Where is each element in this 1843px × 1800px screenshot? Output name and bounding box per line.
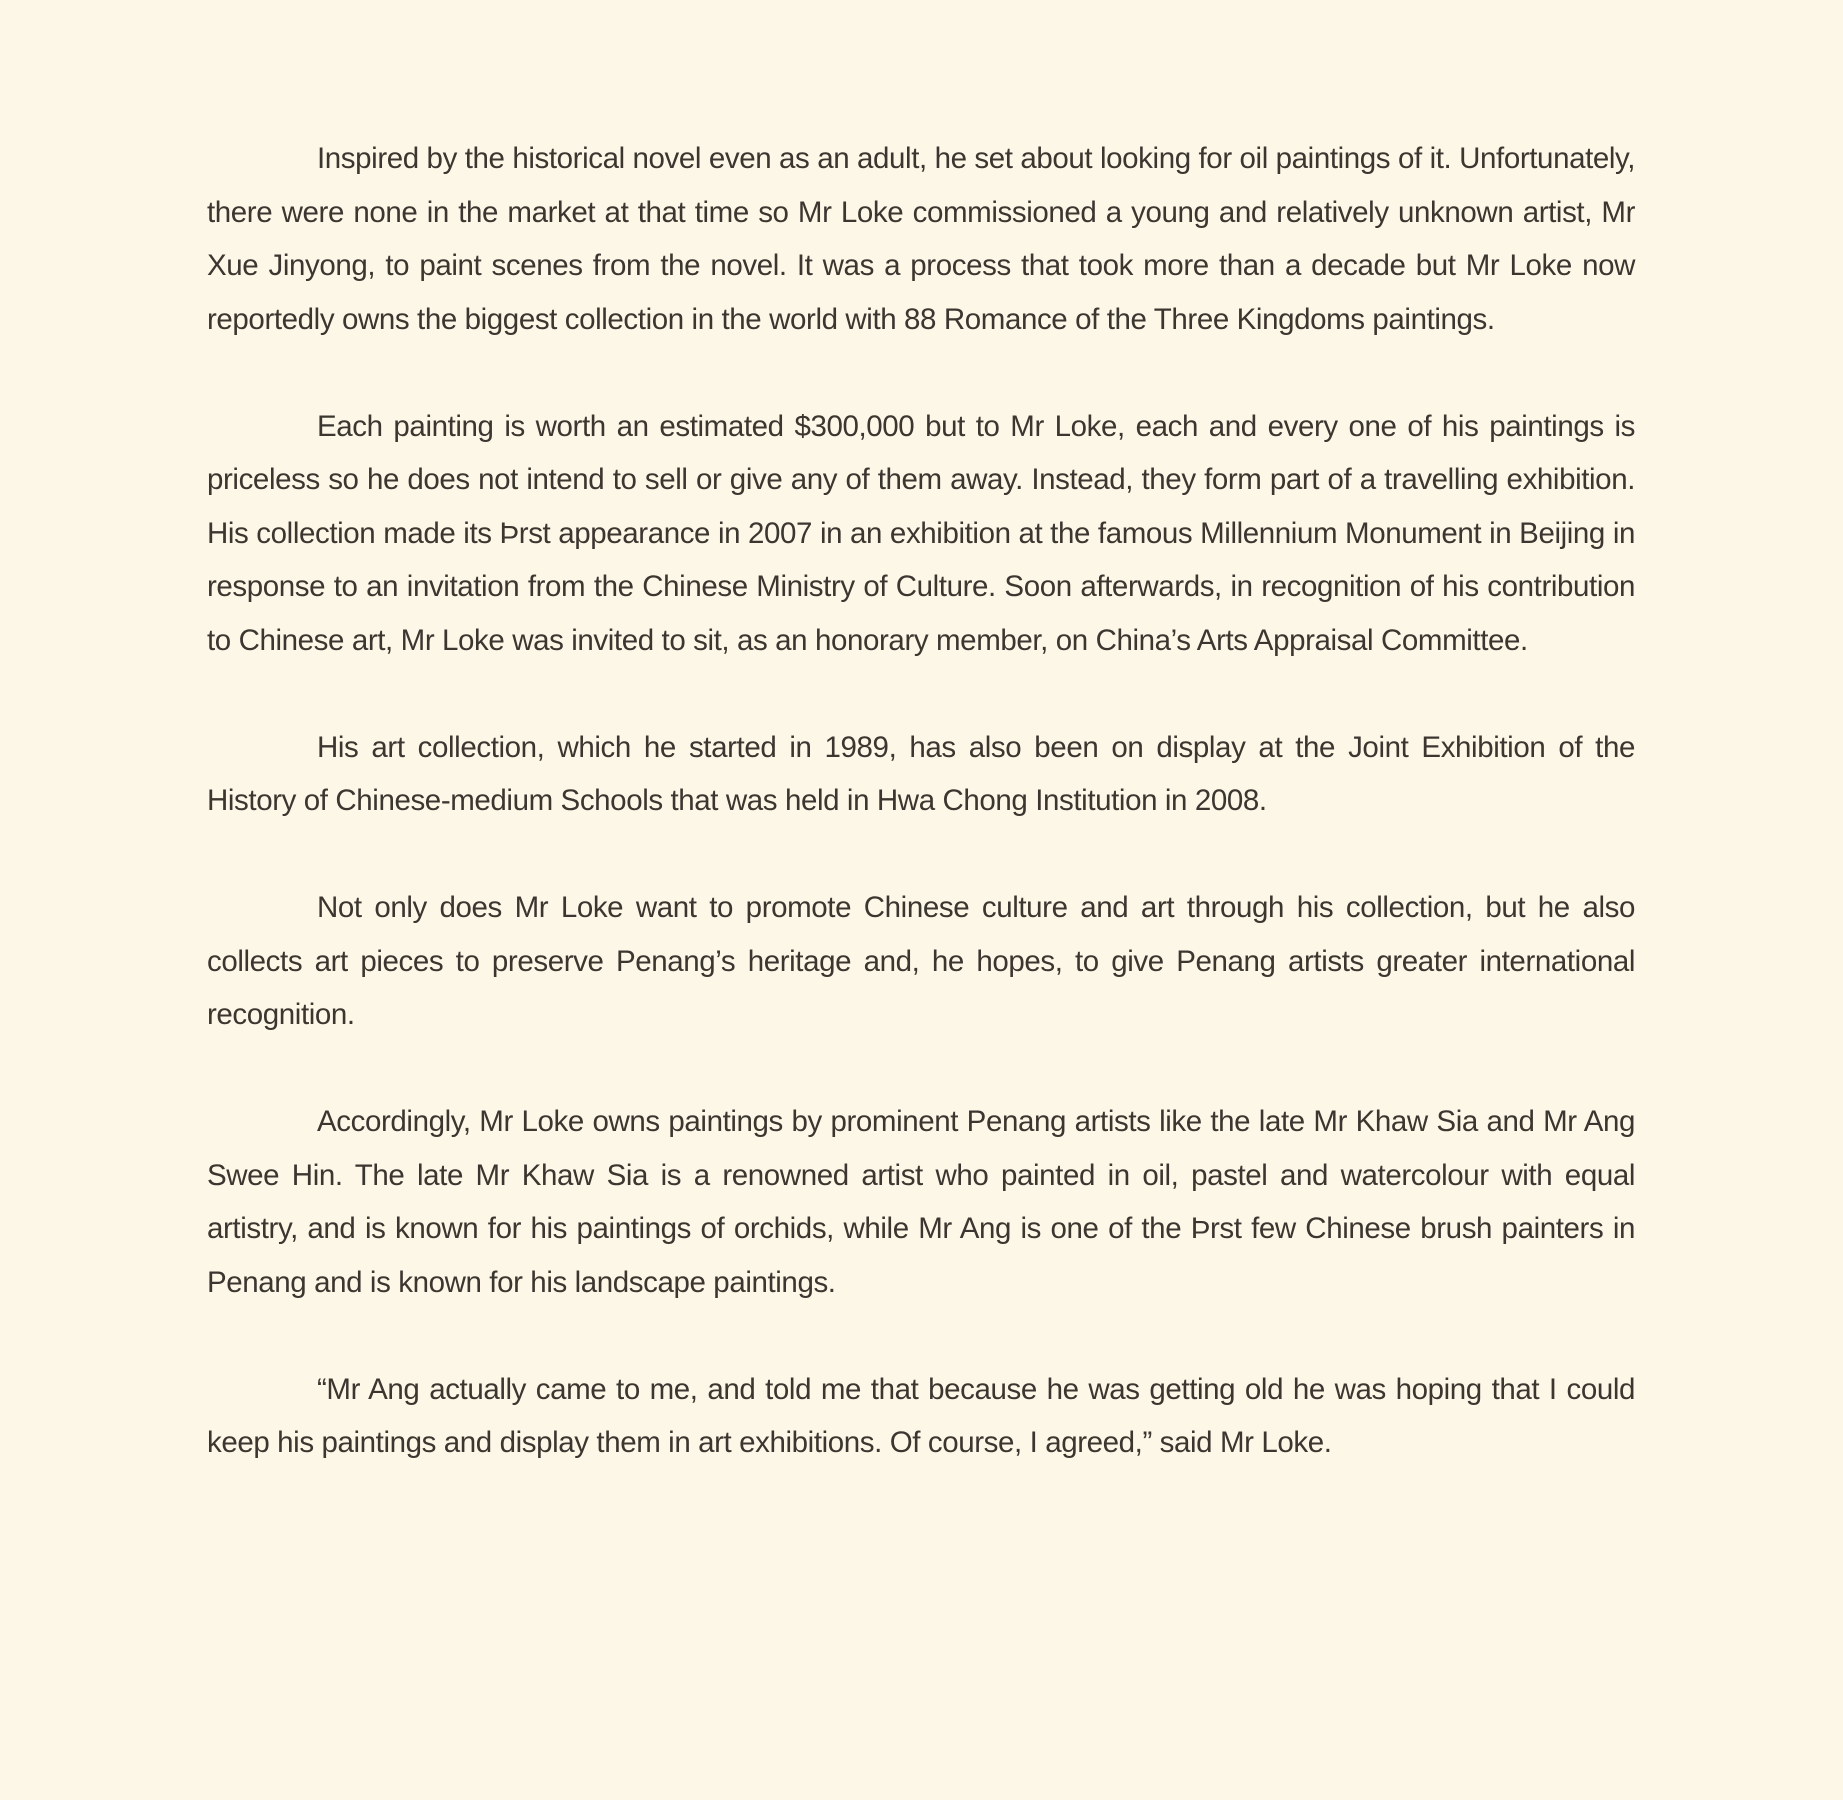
paragraph-art-collection: His art collection, which he started in 1989, has also been on display at the Joint Exhibition of the History of Chinese-medium Schools that was held in Hwa Chong Institution in 2008.	[207, 730, 1635, 817]
paragraph-penang-artists: Accordingly, Mr Loke owns paintings by prominent Penang artists like the late Mr Khaw Sia and Mr Ang Swee Hin. The late Mr Khaw Sia is a renowned artist who painted in oil, pastel and watercolour with equal artistry, and is known for his paintings of orchids, while Mr Ang is one of the Þrst few Chinese brush painters in Penang and is known for his landscape paintings.	[207, 1105, 1635, 1299]
paragraph-penang-heritage: Not only does Mr Loke want to promote Chinese culture and art through his collection, but he also collects art pieces to preserve Penang’s heritage and, he hopes, to give Penang artists greater international recognition.	[207, 891, 1635, 1031]
paragraph-oil-paintings: Inspired by the historical novel even as an adult, he set about looking for oil paintings of it. Unfortunately, there were none in the market at that time so Mr Loke commissioned a young and relatively unknown artist, Mr Xue Jinyong, to paint scenes from the novel. It was a process that took more than a decade but Mr Loke now reportedly owns the biggest collection in the world with 88 Romance of the Three Kingdoms paintings.	[207, 142, 1635, 336]
document-body	[207, 132, 1635, 1523]
paragraph-painting-value: Each painting is worth an estimated $300,000 but to Mr Loke, each and every one of his paintings is priceless so he does not intend to sell or give any of them away. Instead, they form part of a travelling exhibition. His collection made its Þrst appearance in 2007 in an exhibition at the famous Millennium Monument in Beijing in response to an invitation from the Chinese Ministry of Culture. Soon afterwards, in recognition of his contribution to Chinese art, Mr Loke was invited to sit, as an honorary member, on China’s Arts Appraisal Committee.	[207, 409, 1635, 657]
paragraph-quote: “Mr Ang actually came to me, and told me that because he was getting old he was hoping that I could keep his paintings and display them in art exhibitions. Of course, I agreed,” said Mr Loke.	[207, 1372, 1635, 1459]
